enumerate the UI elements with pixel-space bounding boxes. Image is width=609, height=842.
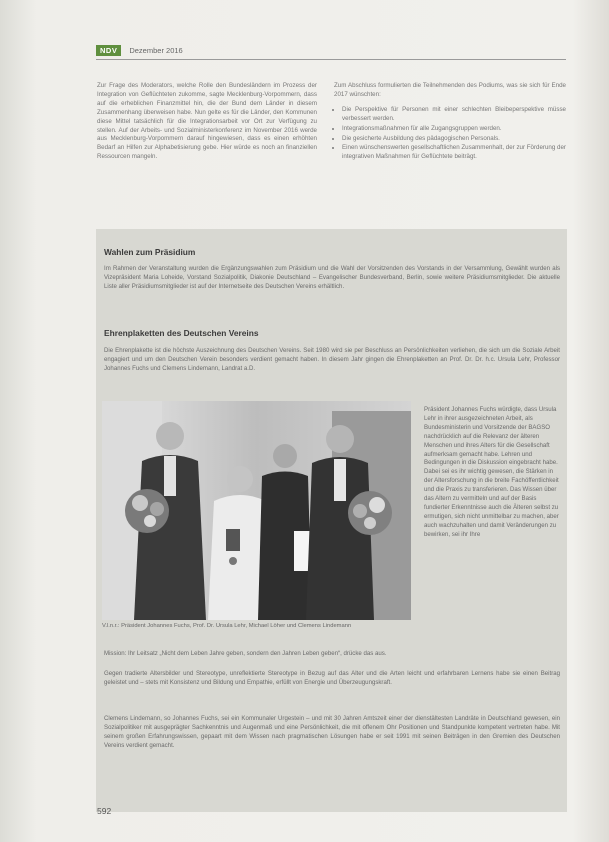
paragraph-ehrenplaketten: Die Ehrenplakette ist die höchste Auszeichnung des Deutschen Vereins. Seit 1980 wird sie per Beschluss an Persönlichkeiten verliehen, die sich um die Soziale Arbeit engagiert und um den Deutschen Verein besonders verdient gemacht haben. In diesem Jahr gingen die Ehrenplaketten an Prof. Dr. Dr. h.c. Ursula Lehr, Professor Johannes Fuchs und Clemens Lindemann, Landrat a.D. [104, 347, 560, 372]
list-item: • Einen wünschenswerten gesellschaftlichen Zusammenhalt, der zur Förderung der integrativen Maßnahmen für Geflüchtete beiträgt. [342, 144, 566, 162]
paragraph-wahlen: Im Rahmen der Veranstaltung wurden die Ergänzungswahlen zum Präsidium und die Wahl der Vorsitzenden des Vorstands in der Versammlung, Gewählt wurden als Vizepräsident Maria Loheide, Vorstand Sozialpolitik, Diakonie Deutschland – Evangelischer Bundesverband, Berlin, sowie weitere Präsidiumsmitglieder. Die aktuelle Liste aller Präsidiumsmitglieder ist auf der Internetseite des Deutschen Vereins erhältlich. [104, 265, 560, 290]
list-item: • Integrationsmaßnahmen für alle Zugangsgruppen werden. [342, 125, 566, 134]
paragraph-mission: Mission: Ihr Leitsatz „Nicht dem Leben Jahre geben, sondern den Jahren Leben geben“, drücke das aus. [104, 650, 387, 657]
section-heading-ehrenplaketten: Ehrenplaketten des Deutschen Vereins [104, 328, 259, 338]
paragraph-altersbilder: Gegen tradierte Altersbilder und Stereotype, unreflektierte Stereotype in Bezug auf das Alter und die Arten leicht und erfahrbaren Lernens habe sie einen Beitrag geleistet und – stets mit Konsistenz und Bildung und Empathie, erfüllt von Energie und Überzeugungskraft. [104, 670, 560, 686]
publication-badge: NDV [96, 45, 121, 56]
page-number: 592 [97, 806, 112, 816]
right-column-intro: Zum Abschluss formulierten die Teilnehmenden des Podiums, was sie sich für Ende 2017 wünschten: [334, 82, 566, 98]
photo-caption: V.l.n.r.: Präsident Johannes Fuchs, Prof. Dr. Ursula Lehr, Michael Löher und Clemens Lindemann [102, 623, 352, 629]
right-column [334, 82, 566, 163]
list-item: • Die Perspektive für Personen mit einer schlechten Bleibeperspektive müsse verbessert werden. [342, 106, 566, 124]
wish-list [334, 106, 566, 162]
paragraph-lindemann: Clemens Lindemann, so Johannes Fuchs, sei ein Kommunaler Urgestein – und mit 30 Jahren Amtszeit einer der dienstältesten Landräte in Deutschland gewesen, ein Sozialpolitiker mit ausgeprägter Sachkenntnis und Augenmaß und eine Persönlichkeit, die mit offenem Ohr Positionen und Standpunkte kompetent vertreten habe. Mit seinem großen Erfahrungswissen, gepaart mit dem Wissen nach pragmatischen Lösungen habe er seit 1991 mit seinen Beiträgen in den Gremien des Deutschen Vereins verdient gemacht. [104, 715, 560, 749]
photo-side-text: Präsident Johannes Fuchs würdigte, dass Ursula Lehr in ihrer ausgezeichneten Arbeit, als Bundesministerin und Vorsitzende der BAGSO nachdrücklich auf die Relevanz der älteren Menschen und ihres Alters für die Gesellschaft aufmerksam gemacht habe. Lehren und Bedingungen in die Diskussion eingebracht habe. Dabei sei es ihr wichtig gewesen, die Stärken in der Altersforschung in die breite Fachöffentlichkeit und die Praxis zu transferieren. Das Wissen über das Altern zu vermitteln und auf der Basis fundierter Erkenntnisse auch die Älteren selbst zu ermutigen, sich nicht unmittelbar zu machen, aber auch wachzuhalten und damit Veränderungen zu bewirken, sei ihr Ihre [424, 406, 559, 538]
left-column-text: Zur Frage des Moderators, welche Rolle den Bundesländern im Prozess der Integration von Geflüchteten zukomme, sagte Mecklenburg-Vorpommern, dass auf die erheblichen Finanzmittel hin, die der Bund dem Länder in diesem Zusammenhang überweisen habe. Nun gelte es für die Länder, den Kommunen diese Mittel tatsächlich für die Integrationsarbeit vor Ort zur Verfügung zu stellen. Auf der Arbeits- und Sozialministerkonferenz im November 2016 werde aus Mecklenburg-Vorpommern darauf hingewiesen, dass es einen erhöhten Bedarf an Hilfen zur Alphabetisierung gebe. Hier würde es noch an finanziellen Ressourcen mangeln. [97, 82, 317, 161]
page-header [96, 44, 183, 56]
list-item: • Die gesicherte Ausbildung des pädagogischen Personals. [342, 135, 566, 144]
award-ceremony-photo [102, 401, 411, 620]
header-rule [96, 59, 566, 60]
section-heading-wahlen: Wahlen zum Präsidium [104, 247, 196, 257]
issue-date: Dezember 2016 [129, 45, 183, 55]
